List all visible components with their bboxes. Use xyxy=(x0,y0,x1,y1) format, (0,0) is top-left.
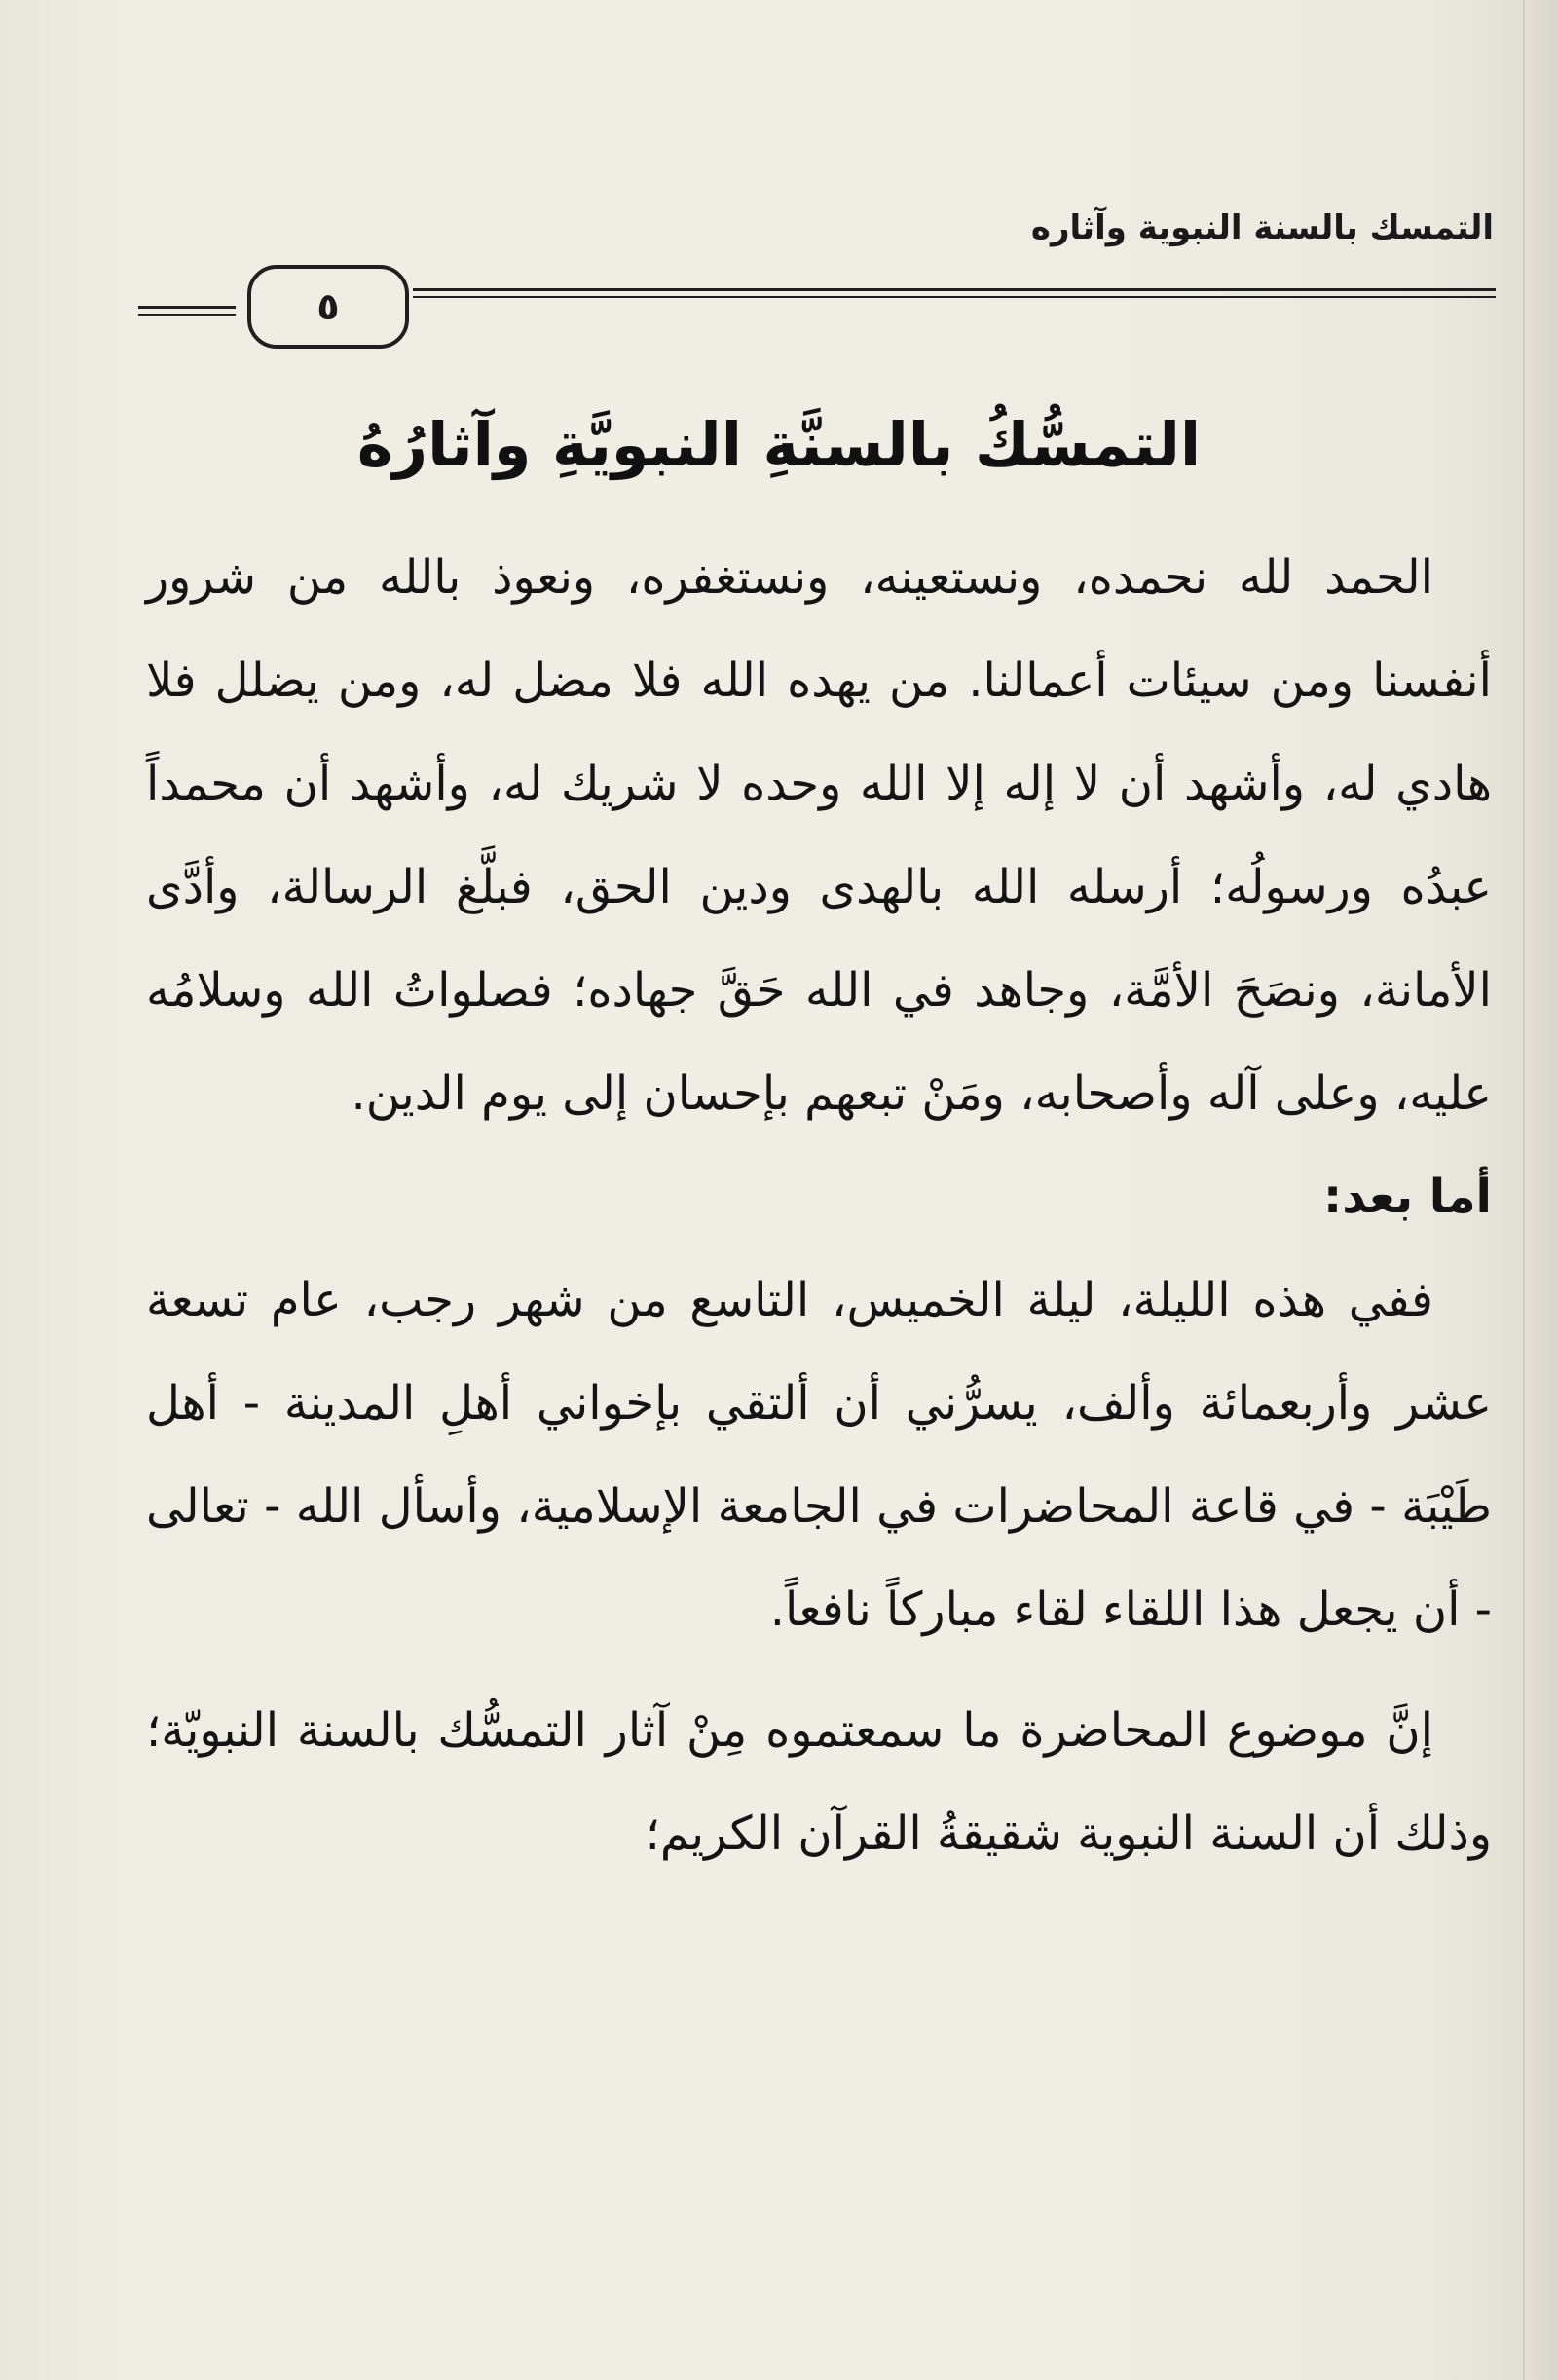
paragraph-heading: أما بعد: xyxy=(1323,1170,1492,1224)
header-rule-left xyxy=(138,306,236,316)
chapter-title: التمسُّكُ بالسنَّةِ النبويَّةِ وآثارُهُ xyxy=(356,409,1202,480)
paragraph-opening: الحمد لله نحمده، ونستعينه، ونستغفره، ونعوذ بالله من شرور أنفسنا ومن سيئات أعمالنا. من يهده الله فلا مضل له، ومن يضلل فلا هادي له، وأشهد أن لا إله إلا الله وحده لا شريك له، وأشهد أن محمداً عبدُه ورسولُه؛ أرسله الله بالهدى ودين الحق، فبلَّغ الرسالة، وأدَّى الأمانة، ونصَحَ الأمَّة، وجاهد في الله حَقَّ جهاده؛ فصلواتُ الله وسلامُه عليه، وعلى آله وأصحابه، ومَنْ تبعهم بإحسان إلى يوم الدين. xyxy=(146,550,1492,1121)
header-rule-right xyxy=(413,288,1496,298)
paragraph-intro: ففي هذه الليلة، ليلة الخميس، التاسع من شهر رجب، عام تسعة عشر وأربعمائة وألف، يسرُّني أن ألتقي بإخواني أهلِ المدينة - أهل طَيْبَة - في قاعة المحاضرات في الجامعة الإسلامية، وأسأل الله - تعالى - أن يجعل هذا اللقاء لقاء مباركاً نافعاً. xyxy=(146,1273,1492,1637)
body-text xyxy=(146,526,1492,1885)
page-edge xyxy=(1523,0,1558,2380)
page-number: ٥ xyxy=(316,285,340,328)
paragraph-topic: إنَّ موضوع المحاضرة ما سمعتموه مِنْ آثار التمسُّك بالسنة النبويّة؛ وذلك أن السنة النبوية شقيقةُ القرآن الكريم؛ xyxy=(146,1703,1492,1861)
running-header-title: التمسك بالسنة النبوية وآثاره xyxy=(1030,208,1494,247)
page-number-badge xyxy=(247,265,409,349)
